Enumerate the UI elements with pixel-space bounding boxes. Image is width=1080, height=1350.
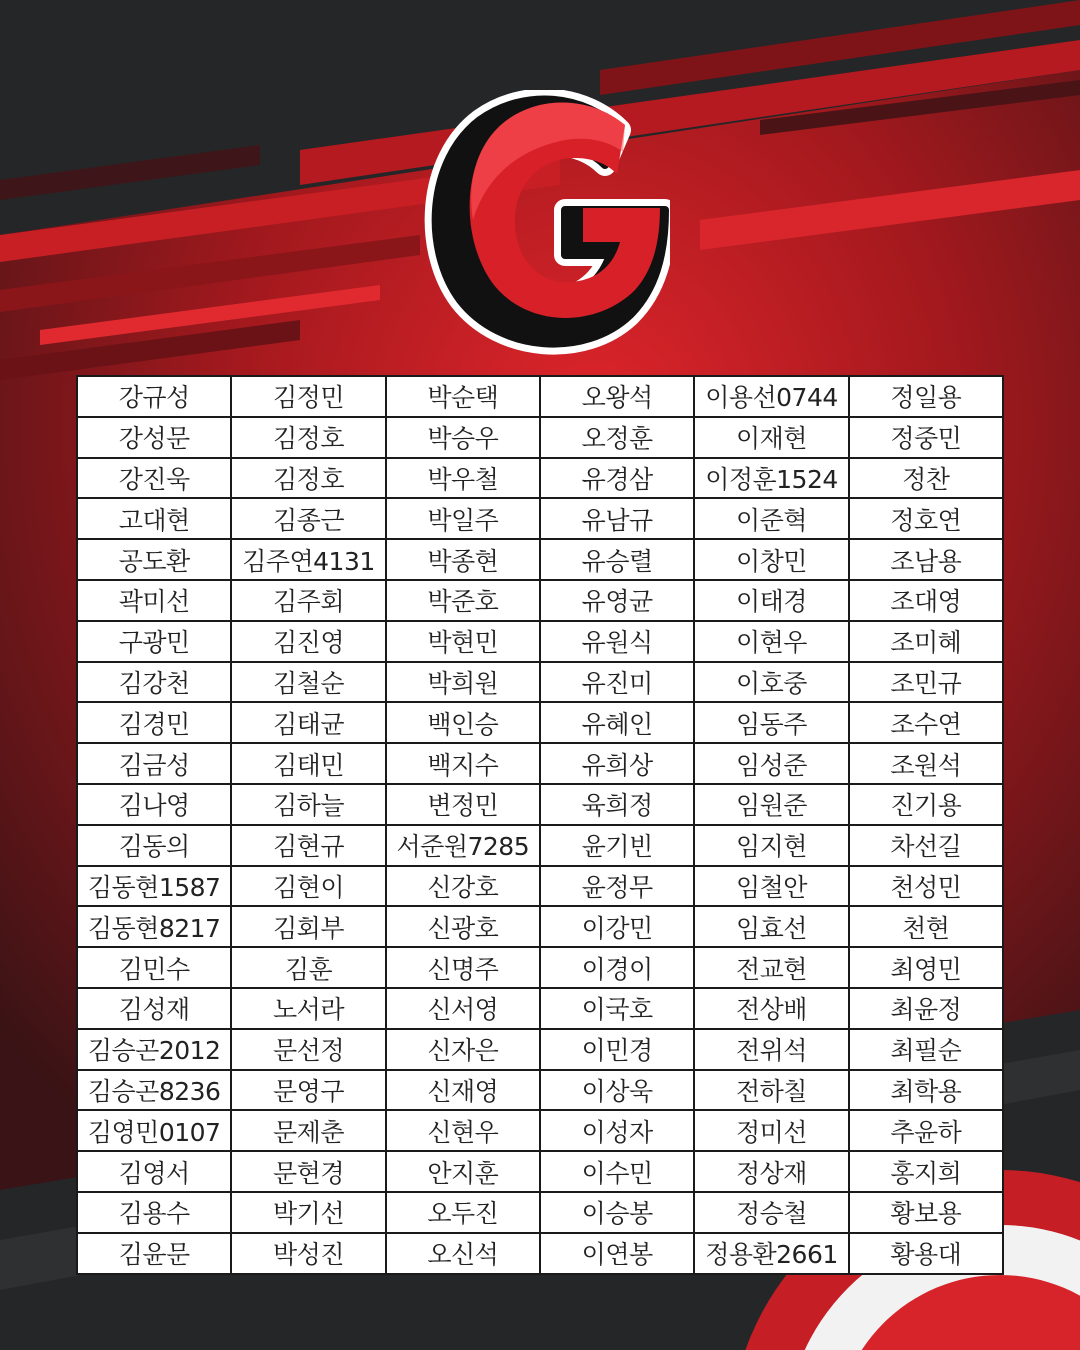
name-cell: 최영민: [849, 947, 1003, 988]
name-cell: 신광호: [386, 906, 540, 947]
name-cell: 전교현: [694, 947, 848, 988]
name-cell: 정일용: [849, 376, 1003, 417]
name-cell: 황용대: [849, 1233, 1003, 1274]
name-cell: 정중민: [849, 417, 1003, 458]
name-cell: 박현민: [386, 621, 540, 662]
name-cell: 유승렬: [540, 539, 694, 580]
name-cell: 김동현1587: [77, 866, 231, 907]
name-cell: 이상욱: [540, 1070, 694, 1111]
name-cell: 박일주: [386, 498, 540, 539]
table-row: [77, 866, 1003, 907]
name-cell: 김현이: [231, 866, 385, 907]
name-cell: 정호연: [849, 498, 1003, 539]
name-cell: 김민수: [77, 947, 231, 988]
name-cell: 김윤문: [77, 1233, 231, 1274]
name-cell: 김철순: [231, 662, 385, 703]
g-logo: [415, 90, 670, 355]
name-cell: 김동현8217: [77, 906, 231, 947]
name-cell: 문제춘: [231, 1110, 385, 1151]
name-cell: 임철안: [694, 866, 848, 907]
table-row: [77, 988, 1003, 1029]
table-row: [77, 1029, 1003, 1070]
name-cell: 김강천: [77, 662, 231, 703]
name-cell: 이재현: [694, 417, 848, 458]
table-row: [77, 539, 1003, 580]
table-row: [77, 1110, 1003, 1151]
name-cell: 전위석: [694, 1029, 848, 1070]
name-cell: 이호중: [694, 662, 848, 703]
name-cell: 조남용: [849, 539, 1003, 580]
name-cell: 곽미선: [77, 580, 231, 621]
name-cell: 김정민: [231, 376, 385, 417]
name-cell: 유경삼: [540, 458, 694, 499]
name-cell: 강진욱: [77, 458, 231, 499]
name-cell: 신재영: [386, 1070, 540, 1111]
table-row: [77, 621, 1003, 662]
name-cell: 김회부: [231, 906, 385, 947]
name-cell: 임성준: [694, 743, 848, 784]
table-row: [77, 417, 1003, 458]
name-cell: 이강민: [540, 906, 694, 947]
name-cell: 최필순: [849, 1029, 1003, 1070]
name-cell: 오왕석: [540, 376, 694, 417]
name-cell: 이정훈1524: [694, 458, 848, 499]
name-cell: 김주연4131: [231, 539, 385, 580]
name-cell: 김훈: [231, 947, 385, 988]
table-row: [77, 1070, 1003, 1111]
name-cell: 황보용: [849, 1192, 1003, 1233]
name-cell: 구광민: [77, 621, 231, 662]
name-cell: 신자은: [386, 1029, 540, 1070]
table-row: [77, 580, 1003, 621]
name-cell: 정용환2661: [694, 1233, 848, 1274]
name-cell: 차선길: [849, 825, 1003, 866]
name-cell: 이현우: [694, 621, 848, 662]
name-cell: 서준원7285: [386, 825, 540, 866]
names-table-body: [77, 376, 1003, 1274]
name-cell: 김승곤2012: [77, 1029, 231, 1070]
name-cell: 이성자: [540, 1110, 694, 1151]
name-cell: 박순택: [386, 376, 540, 417]
name-cell: 이승봉: [540, 1192, 694, 1233]
name-cell: 조수연: [849, 702, 1003, 743]
name-cell: 박준호: [386, 580, 540, 621]
name-cell: 이준혁: [694, 498, 848, 539]
name-cell: 김용수: [77, 1192, 231, 1233]
name-cell: 최학용: [849, 1070, 1003, 1111]
name-cell: 유진미: [540, 662, 694, 703]
table-row: [77, 498, 1003, 539]
name-cell: 이태경: [694, 580, 848, 621]
name-cell: 박종현: [386, 539, 540, 580]
name-cell: 전상배: [694, 988, 848, 1029]
name-cell: 추윤하: [849, 1110, 1003, 1151]
name-cell: 박기선: [231, 1192, 385, 1233]
name-cell: 조민규: [849, 662, 1003, 703]
name-cell: 최윤정: [849, 988, 1003, 1029]
name-cell: 육희정: [540, 784, 694, 825]
name-cell: 김금성: [77, 743, 231, 784]
name-cell: 이수민: [540, 1151, 694, 1192]
name-cell: 신현우: [386, 1110, 540, 1151]
name-cell: 유혜인: [540, 702, 694, 743]
name-cell: 이창민: [694, 539, 848, 580]
name-cell: 조대영: [849, 580, 1003, 621]
name-cell: 전하칠: [694, 1070, 848, 1111]
name-cell: 김동의: [77, 825, 231, 866]
name-cell: 김진영: [231, 621, 385, 662]
name-cell: 유남규: [540, 498, 694, 539]
name-cell: 천현: [849, 906, 1003, 947]
table-row: [77, 702, 1003, 743]
name-cell: 김영서: [77, 1151, 231, 1192]
name-cell: 김태민: [231, 743, 385, 784]
name-cell: 김주회: [231, 580, 385, 621]
name-cell: 유원식: [540, 621, 694, 662]
name-cell: 백인승: [386, 702, 540, 743]
name-cell: 김경민: [77, 702, 231, 743]
name-cell: 고대현: [77, 498, 231, 539]
name-cell: 진기용: [849, 784, 1003, 825]
name-cell: 문영구: [231, 1070, 385, 1111]
table-row: [77, 376, 1003, 417]
name-cell: 김종근: [231, 498, 385, 539]
name-cell: 임동주: [694, 702, 848, 743]
name-cell: 유영균: [540, 580, 694, 621]
name-cell: 안지훈: [386, 1151, 540, 1192]
name-cell: 오두진: [386, 1192, 540, 1233]
name-cell: 김태균: [231, 702, 385, 743]
name-cell: 문선정: [231, 1029, 385, 1070]
name-cell: 정찬: [849, 458, 1003, 499]
name-cell: 신강호: [386, 866, 540, 907]
name-cell: 조원석: [849, 743, 1003, 784]
name-cell: 윤정무: [540, 866, 694, 907]
table-row: [77, 1233, 1003, 1274]
table-row: [77, 906, 1003, 947]
name-cell: 오신석: [386, 1233, 540, 1274]
name-cell: 정승철: [694, 1192, 848, 1233]
name-cell: 김나영: [77, 784, 231, 825]
name-cell: 윤기빈: [540, 825, 694, 866]
name-cell: 이국호: [540, 988, 694, 1029]
table-row: [77, 662, 1003, 703]
name-cell: 김성재: [77, 988, 231, 1029]
name-cell: 박희원: [386, 662, 540, 703]
name-cell: 신명주: [386, 947, 540, 988]
table-row: [77, 947, 1003, 988]
name-cell: 김하늘: [231, 784, 385, 825]
table-row: [77, 784, 1003, 825]
name-cell: 백지수: [386, 743, 540, 784]
name-cell: 박우철: [386, 458, 540, 499]
name-cell: 정상재: [694, 1151, 848, 1192]
name-cell: 공도환: [77, 539, 231, 580]
name-cell: 김현규: [231, 825, 385, 866]
name-cell: 변정민: [386, 784, 540, 825]
name-cell: 노서라: [231, 988, 385, 1029]
name-cell: 박승우: [386, 417, 540, 458]
name-cell: 김정호: [231, 417, 385, 458]
name-cell: 강규성: [77, 376, 231, 417]
table-row: [77, 458, 1003, 499]
name-cell: 천성민: [849, 866, 1003, 907]
name-cell: 임효선: [694, 906, 848, 947]
name-cell: 신서영: [386, 988, 540, 1029]
name-cell: 홍지희: [849, 1151, 1003, 1192]
name-cell: 이용선0744: [694, 376, 848, 417]
table-row: [77, 1192, 1003, 1233]
name-cell: 김영민0107: [77, 1110, 231, 1151]
name-cell: 이연봉: [540, 1233, 694, 1274]
name-cell: 박성진: [231, 1233, 385, 1274]
name-cell: 정미선: [694, 1110, 848, 1151]
name-cell: 임원준: [694, 784, 848, 825]
name-cell: 강성문: [77, 417, 231, 458]
names-table: [76, 375, 1004, 1275]
name-cell: 오정훈: [540, 417, 694, 458]
name-cell: 유희상: [540, 743, 694, 784]
name-cell: 김승곤8236: [77, 1070, 231, 1111]
name-cell: 문현경: [231, 1151, 385, 1192]
name-cell: 김정호: [231, 458, 385, 499]
name-cell: 임지현: [694, 825, 848, 866]
name-cell: 조미혜: [849, 621, 1003, 662]
table-row: [77, 1151, 1003, 1192]
table-row: [77, 825, 1003, 866]
name-cell: 이경이: [540, 947, 694, 988]
table-row: [77, 743, 1003, 784]
name-cell: 이민경: [540, 1029, 694, 1070]
